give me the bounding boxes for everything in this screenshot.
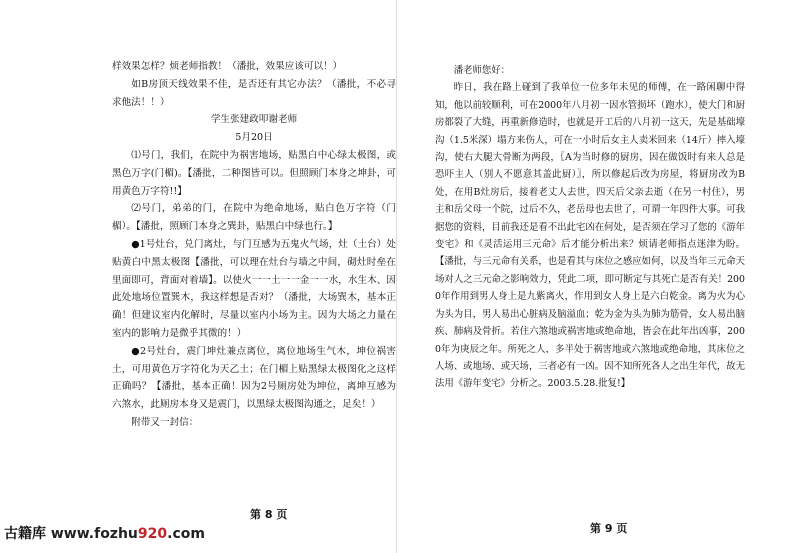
paragraph: ●1号灶台，兑门离灶，与门互感为五鬼火气场，灶（土台）处贴黄白中黑太极图【潘批，可以理在灶台与墙之中间，砌灶时垒在里面即可，背面对着墙】。以使火一一土一一金一一水，水生木、因此处地场位置巽木，我这样想是否对？（潘批，大场巽木，基本正确！但建议室内化解时，尽量以室内小场为主。因为大场之力量在室内的影响力是微乎其微的！） — [112, 238, 396, 339]
watermark-url-prefix: www.fozhu — [50, 526, 138, 542]
left-page — [0, 0, 396, 553]
page-number: 第 8 页 — [250, 508, 288, 521]
right-page-content — [435, 62, 745, 393]
paragraph: 附带又一封信： — [131, 416, 199, 428]
paragraph: 昨日，我在路上碰到了我单位一位多年未见的师傅，在一路闲聊中得知，他以前较顺利，可在2000年八月初一因水管损坏（跑水），使大门和厨房都裂了大缝，再重新修造时，也就是开工后的八月初一这天，先是基础壕沟（1.5米深）塌方来伤人，可在一小时后女主人卖米回来（14斤）摔入壕沟，使右大腿大骨断为两段，〖A为当时修的厨房，因在做饭时有来人总是恐吓主人（别人不愿意其盖此厨）〗，所以修起后改为房屋，将厨房改为B处，在用B灶房后，接着老丈人去世，四天后父亲去逝（在另一村住），男主和岳父母一个院，过后不久，老岳母也去世了，可谓一年四件大事。可我据您的资料，目前我还是看不出此宅凶在何处，是否须在学习了您的《游年变宅》和《灵活运用三元命》后才能分析出来？烦请老师指点迷津为盼。【潘批，与三元命有关系，也是看其与床位之感应如何，以及当年三元命天场对人之三元命之影响效力，凭此二项，即可断定与其死亡是否有关！2000年作用到男人身上是九紫离火，作用到女人身上是六白乾金。离为火为心为头为目，男人易出心脏病及脑溢血；乾为金为头为肺为筋骨，女人易出脑疾、肺病及骨折。若住六煞地或祸害地或绝命地，皆会在此年出凶事，2000年为庚辰之年。所死之人，多半处于祸害地或六煞地或绝命地，其床位之人场、或地场、或天场，三者必有一凶。因不知所死各人之出生年代，故无法用《游年变宅》分析之。2003.5.28.批复!】 — [435, 82, 745, 390]
site-watermark — [4, 523, 205, 543]
watermark-url-num: 920 — [137, 526, 168, 542]
paragraph: ●2号灶台，震门坤灶兼点离位，离位地场生气木，坤位祸害土，可用黄色万字符化为天乙土；在门楣上贴黑绿太极图化之这样正确吗？【潘批，基本正确！因为2号厕房处为坤位，离坤互感为六煞水，此厕房本身又是震门，以黑绿太极图沟通之，足矣！） — [112, 345, 396, 411]
watermark-url-suffix: .com — [167, 526, 205, 542]
paragraph: 样效果怎样？烦老师指教！（潘批，效果应该可以！） — [112, 61, 343, 72]
right-page — [397, 0, 793, 553]
salutation: 潘老师您好： — [453, 65, 511, 76]
signature-line: 学生张建政叩谢老师 — [210, 114, 298, 126]
watermark-site-name: 古籍库 — [4, 526, 46, 542]
paragraph: ⑵号门，弟弟的门，在院中为绝命地场，贴白色万字符（门楣）。【潘批，照顾门本身之巽卦，贴黑白中绿也行。】 — [112, 203, 396, 233]
date-line: 5月20日 — [235, 132, 273, 144]
left-page-content — [112, 58, 396, 432]
paragraph: 如B房顶天线效果不佳，是否还有其它办法？（潘批，不必寻求他法！！） — [112, 78, 396, 108]
page-number: 第 9 页 — [590, 522, 628, 535]
paragraph: ⑴号门，我们，在院中为祸害地场，贴黑白中心绿太极图，或黑色万字(门楣)。【潘批，二种图皆可以。但照顾门本身之坤卦，可用黄色万字符!!】 — [112, 149, 396, 197]
